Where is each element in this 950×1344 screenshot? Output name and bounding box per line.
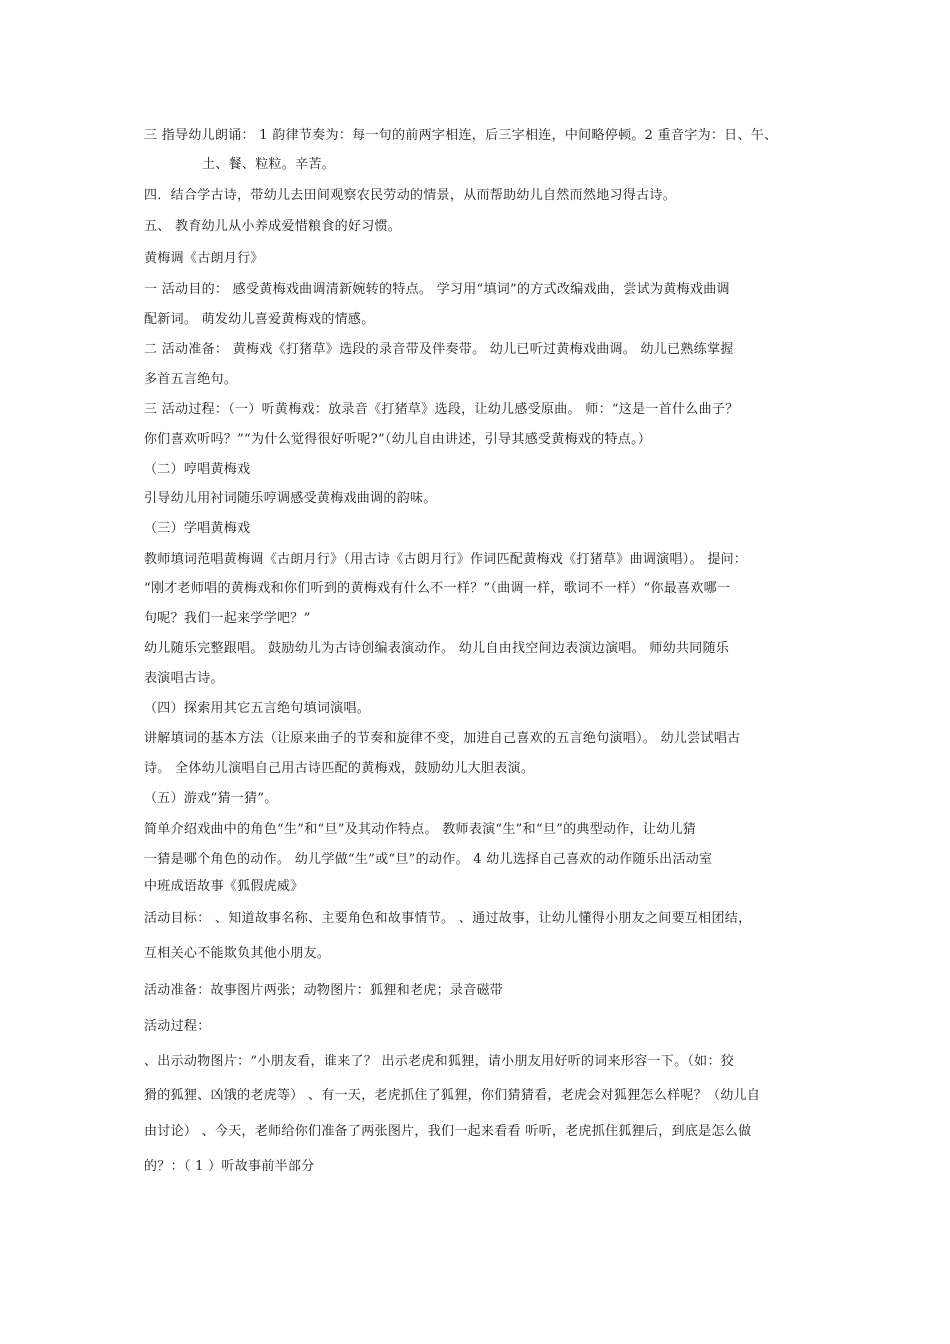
text-line: 诗。 全体幼儿演唱自己用古诗匹配的黄梅戏，鼓励幼儿大胆表演。 <box>144 761 535 776</box>
text-line: 互相关心不能欺负其他小朋友。 <box>144 946 331 961</box>
text-line: 幼儿随乐完整跟唱。 鼓励幼儿为古诗创编表演动作。 幼儿自由找空间边表演边演唱。 师幼共同随乐 <box>144 641 730 656</box>
text-line: 简单介绍戏曲中的角色“生”和“旦”及其动作特点。 教师表演“生”和“旦”的典型动作，让幼儿猜 <box>144 822 697 837</box>
subheading: （四）探索用其它五言绝句填词演唱。 <box>144 701 371 716</box>
text-line: 的？：（ 1 ）听故事前半部分 <box>144 1159 315 1174</box>
section-heading: 黄梅调《古朗月行》 <box>144 251 264 266</box>
text-line: 活动过程： <box>144 1019 211 1034</box>
text-line: 猾的狐狸、凶饿的老虎等） 、有一天，老虎抓住了狐狸，你们猜猜看，老虎会对狐狸怎么样呢？（幼儿自 <box>144 1088 761 1103</box>
text-line: 土、餐、粒粒。辛苦。 <box>202 157 336 172</box>
text-line: 由讨论） 、今天，老师给你们准备了两张图片，我们一起来看看 听听，老虎抓住狐狸后，到底是怎么做 <box>144 1124 752 1139</box>
text-line: 句呢？我们一起来学学吧？” <box>144 611 311 626</box>
section-heading: 中班成语故事《狐假虎威》 <box>144 879 304 894</box>
text-line: 一 活动目的： 感受黄梅戏曲调清新婉转的特点。 学习用“填词”的方式改编戏曲，尝试为黄梅戏曲调 <box>144 282 730 297</box>
text-line: 活动准备：故事图片两张；动物图片：狐狸和老虎；录音磁带 <box>144 983 504 998</box>
text-line: 三 活动过程：（一）听黄梅戏：放录音《打猪草》选段，让幼儿感受原曲。 师：“这是一首什么曲子？ <box>144 402 739 417</box>
text-line: 二 活动准备： 黄梅戏《打猪草》选段的录音带及伴奏带。 幼儿已听过黄梅戏曲调。 幼儿已熟练掌握 <box>144 342 734 357</box>
text-line: 引导幼儿用衬词随乐哼调感受黄梅戏曲调的韵味。 <box>144 491 437 506</box>
text-line: 多首五言绝句。 <box>144 372 238 387</box>
text-line: 活动目标： 、知道故事名称、主要角色和故事情节。 、通过故事，让幼儿懂得小朋友之间要互相团结， <box>144 911 752 926</box>
text-line: 三 指导幼儿朗诵： 1 韵律节奏为：每一句的前两字相连，后三字相连，中间略停顿。2 重音字为：日、午、 <box>144 128 778 143</box>
subheading: （五）游戏“猜一猜”。 <box>144 791 278 806</box>
text-line: 配新词。 萌发幼儿喜爱黄梅戏的情感。 <box>144 312 375 327</box>
text-line: 一猜是哪个角色的动作。 幼儿学做“生”或“旦”的动作。 4 幼儿选择自己喜欢的动作随乐出活动室 <box>144 852 713 867</box>
text-line: 讲解填词的基本方法（让原来曲子的节奏和旋律不变，加进自己喜欢的五言绝句演唱）。 幼儿尝试唱古 <box>144 731 741 746</box>
subheading: （三）学唱黄梅戏 <box>144 521 251 536</box>
text-line: 你们喜欢听吗？”“为什么觉得很好听呢?”（幼儿自由讲述，引导其感受黄梅戏的特点。） <box>144 432 652 447</box>
subheading: （二）哼唱黄梅戏 <box>144 462 251 477</box>
text-line: 、出示动物图片：“小朋友看，谁来了？ 出示老虎和狐狸，请小朋友用好听的词来形容一下。（如：狡 <box>144 1054 735 1069</box>
text-line: 表演唱古诗。 <box>144 671 224 686</box>
text-line: 五、 教育幼儿从小养成爱惜粮食的好习惯。 <box>144 219 402 234</box>
text-line: “刚才老师唱的黄梅戏和你们听到的黄梅戏有什么不一样？”（曲调一样，歌词不一样）“你最喜欢哪一 <box>144 581 731 596</box>
text-line: 教师填词范唱黄梅调《古朗月行》（用古诗《古朗月行》作词匹配黄梅戏《打猪草》曲调演唱）。 提问： <box>144 552 748 567</box>
text-line: 四．结合学古诗，带幼儿去田间观察农民劳动的情景，从而帮助幼儿自然而然地习得古诗。 <box>144 188 677 203</box>
